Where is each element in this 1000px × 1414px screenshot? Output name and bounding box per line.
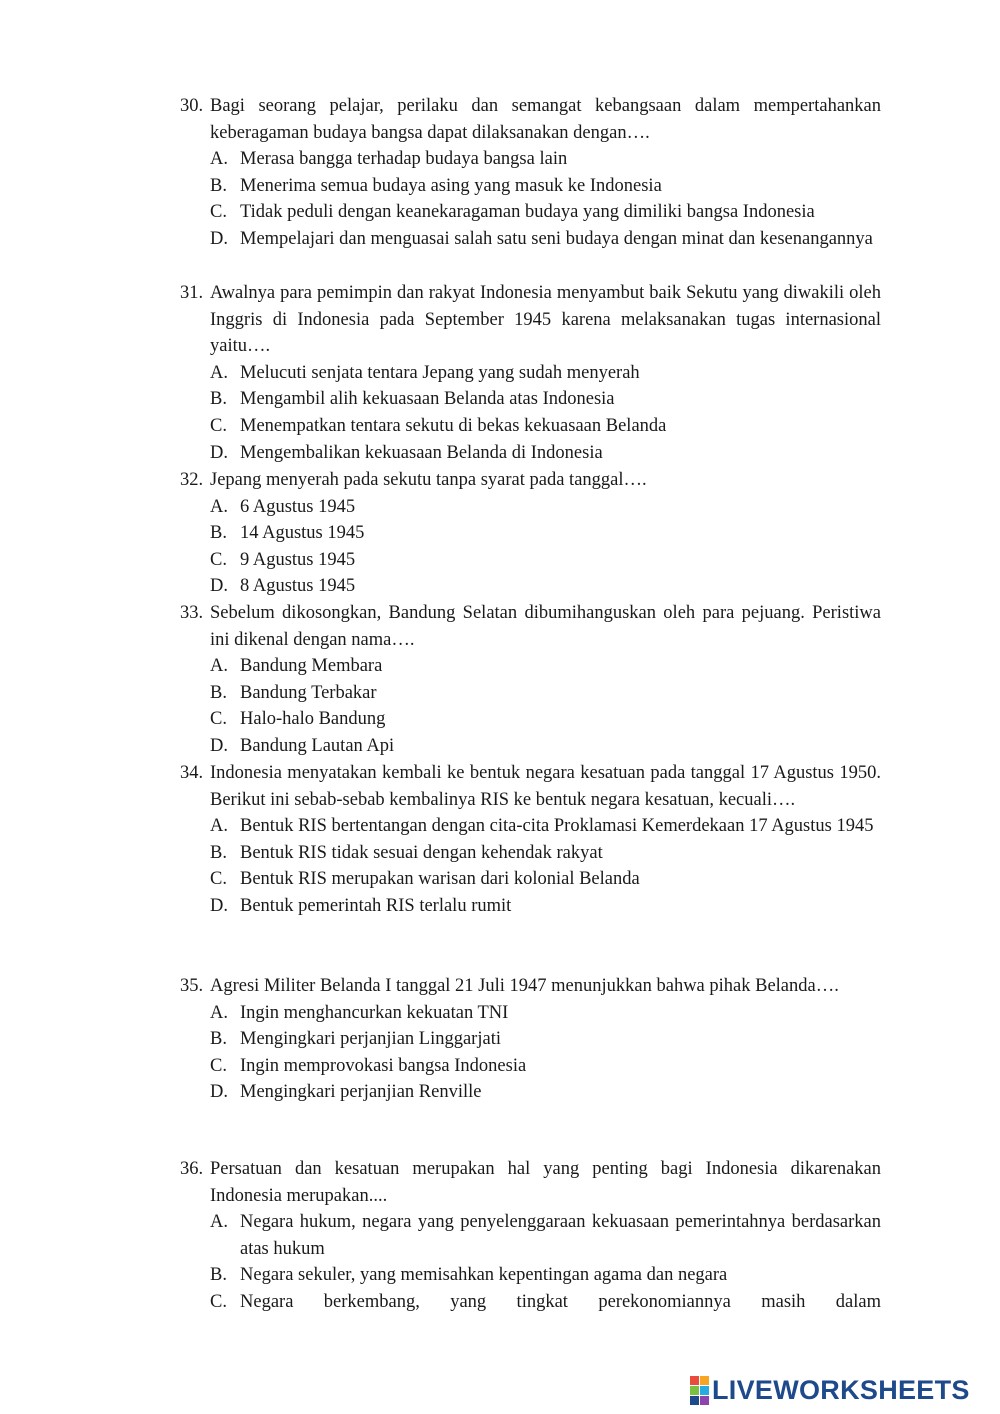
option-text: Bentuk RIS merupakan warisan dari kolonial Belanda [240, 869, 640, 890]
option-text: Negara berkembang, yang tingkat perekonomiannya masih dalam [240, 1291, 881, 1312]
option-c [210, 1053, 881, 1080]
option-text: Mengingkari perjanjian Renville [240, 1082, 482, 1103]
option-letter: A. [210, 816, 228, 837]
option-letter: A. [210, 1212, 228, 1233]
option-letter: A. [210, 362, 228, 383]
question-number: 36. [180, 1159, 204, 1179]
option-d [210, 1079, 881, 1106]
option-letter: C. [210, 415, 227, 436]
question-number: 33. [180, 603, 204, 623]
option-c [210, 1289, 881, 1316]
option-a [210, 360, 881, 387]
option-text: Melucuti senjata tentara Jepang yang sudah menyerah [240, 362, 640, 383]
question-number: 32. [180, 470, 204, 490]
option-text: Menerima semua budaya asing yang masuk ke Indonesia [240, 175, 662, 196]
question-30 [180, 93, 881, 253]
option-a [210, 1000, 881, 1027]
option-d [210, 893, 881, 920]
logo-badge-icon [690, 1376, 709, 1405]
option-list [180, 1000, 881, 1106]
option-letter: C. [210, 869, 227, 890]
question-32 [180, 467, 881, 600]
question-number: 35. [180, 976, 204, 996]
option-letter: B. [210, 389, 227, 410]
option-letter: C. [210, 1291, 227, 1312]
option-letter: C. [210, 202, 227, 223]
option-text: Bandung Terbakar [240, 682, 377, 703]
option-b [210, 1262, 881, 1289]
option-a [210, 146, 881, 173]
logo-text: LIVEWORKSHEETS [712, 1375, 970, 1405]
option-a [210, 494, 881, 521]
question-35 [180, 973, 881, 1106]
option-letter: B. [210, 682, 227, 703]
option-text: Ingin memprovokasi bangsa Indonesia [240, 1055, 527, 1076]
option-letter: D. [210, 895, 228, 916]
option-text: Mengingkari perjanjian Linggarjati [240, 1029, 501, 1050]
option-c [210, 547, 881, 574]
question-34 [180, 760, 881, 920]
option-letter: D. [210, 228, 228, 249]
option-text: Negara hukum, negara yang penyelenggaraan kekuasaan pemerintahnya berdasarkan atas hukum [240, 1212, 881, 1259]
option-d [210, 733, 881, 760]
option-text: 6 Agustus 1945 [240, 496, 356, 517]
logo-tile [690, 1376, 699, 1385]
option-text: Bentuk pemerintah RIS terlalu rumit [240, 895, 512, 916]
question-stem: Agresi Militer Belanda I tanggal 21 Juli 1947 menunjukkan bahwa pihak Belanda…. [210, 976, 839, 996]
option-letter: A. [210, 149, 228, 170]
option-letter: B. [210, 1265, 227, 1286]
question-stem: Persatuan dan kesatuan merupakan hal yang penting bagi Indonesia dikarenakan Indonesia merupakan.... [210, 1159, 881, 1206]
option-text: Tidak peduli dengan keanekaragaman budaya yang dimiliki bangsa Indonesia [240, 202, 815, 223]
option-text: Mengambil alih kekuasaan Belanda atas Indonesia [240, 389, 615, 410]
option-text: Menempatkan tentara sekutu di bekas kekuasaan Belanda [240, 415, 667, 436]
option-text: Mempelajari dan menguasai salah satu seni budaya dengan minat dan kesenangannya [240, 228, 873, 249]
option-c [210, 866, 881, 893]
option-letter: B. [210, 523, 227, 544]
option-b [210, 520, 881, 547]
option-letter: B. [210, 175, 227, 196]
question-33 [180, 600, 881, 760]
option-text: Negara sekuler, yang memisahkan kepentingan agama dan negara [240, 1265, 728, 1286]
question-stem: Jepang menyerah pada sekutu tanpa syarat pada tanggal…. [210, 470, 647, 490]
option-d [210, 440, 881, 467]
question-stem: Bagi seorang pelajar, perilaku dan semangat kebangsaan dalam mempertahankan keberagaman budaya bangsa dapat dilaksanakan dengan…. [210, 96, 881, 143]
option-list [180, 146, 881, 252]
option-letter: D. [210, 735, 228, 756]
option-b [210, 386, 881, 413]
option-text: Bandung Lautan Api [240, 735, 395, 756]
logo-tile [700, 1386, 709, 1395]
option-letter: B. [210, 1029, 227, 1050]
option-text: Mengembalikan kekuasaan Belanda di Indonesia [240, 442, 603, 463]
option-letter: C. [210, 549, 227, 570]
option-list [180, 653, 881, 759]
option-list [180, 360, 881, 466]
option-letter: D. [210, 576, 228, 597]
option-letter: C. [210, 1055, 227, 1076]
question-number: 31. [180, 283, 204, 303]
option-c [210, 413, 881, 440]
option-b [210, 173, 881, 200]
option-a [210, 1209, 881, 1262]
option-b [210, 680, 881, 707]
logo-tile [690, 1386, 699, 1395]
option-letter: A. [210, 656, 228, 677]
option-text: 9 Agustus 1945 [240, 549, 356, 570]
option-text: Bentuk RIS tidak sesuai dengan kehendak rakyat [240, 842, 603, 863]
question-31 [180, 280, 881, 466]
option-text: Bentuk RIS bertentangan dengan cita-cita Proklamasi Kemerdekaan 17 Agustus 1945 [240, 816, 874, 837]
option-text: 8 Agustus 1945 [240, 576, 356, 597]
option-text: 14 Agustus 1945 [240, 523, 365, 544]
logo-tile [700, 1376, 709, 1385]
option-c [210, 706, 881, 733]
option-c [210, 199, 881, 226]
question-stem: Awalnya para pemimpin dan rakyat Indonesia menyambut baik Sekutu yang diwakili oleh Inggris di Indonesia pada September 1945 karena melaksanakan tugas internasional yaitu…. [210, 283, 881, 357]
option-text: Bandung Membara [240, 656, 383, 677]
option-letter: A. [210, 496, 228, 517]
option-d [210, 573, 881, 600]
option-letter: A. [210, 1002, 228, 1023]
option-b [210, 1026, 881, 1053]
option-list [180, 1209, 881, 1315]
question-stem: Indonesia menyatakan kembali ke bentuk negara kesatuan pada tanggal 17 Agustus 1950. Berikut ini sebab-sebab kembalinya RIS ke bentuk negara kesatuan, kecuali…. [210, 763, 881, 810]
option-list [180, 494, 881, 600]
option-a [210, 653, 881, 680]
option-text: Ingin menghancurkan kekuatan TNI [240, 1002, 509, 1023]
question-number: 34. [180, 763, 204, 783]
option-a [210, 813, 881, 840]
logo-tile [690, 1396, 699, 1405]
option-letter: D. [210, 442, 228, 463]
option-list [180, 813, 881, 919]
option-letter: B. [210, 842, 227, 863]
liveworksheets-logo [690, 1374, 970, 1406]
option-text: Halo-halo Bandung [240, 709, 386, 730]
question-number: 30. [180, 96, 204, 116]
option-text: Merasa bangga terhadap budaya bangsa lain [240, 149, 568, 170]
question-stem: Sebelum dikosongkan, Bandung Selatan dibumihanguskan oleh para pejuang. Peristiwa ini dikenal dengan nama…. [210, 603, 881, 650]
question-36 [180, 1156, 881, 1316]
option-b [210, 840, 881, 867]
option-letter: D. [210, 1082, 228, 1103]
option-d [210, 226, 881, 253]
option-letter: C. [210, 709, 227, 730]
logo-tile [700, 1396, 709, 1405]
